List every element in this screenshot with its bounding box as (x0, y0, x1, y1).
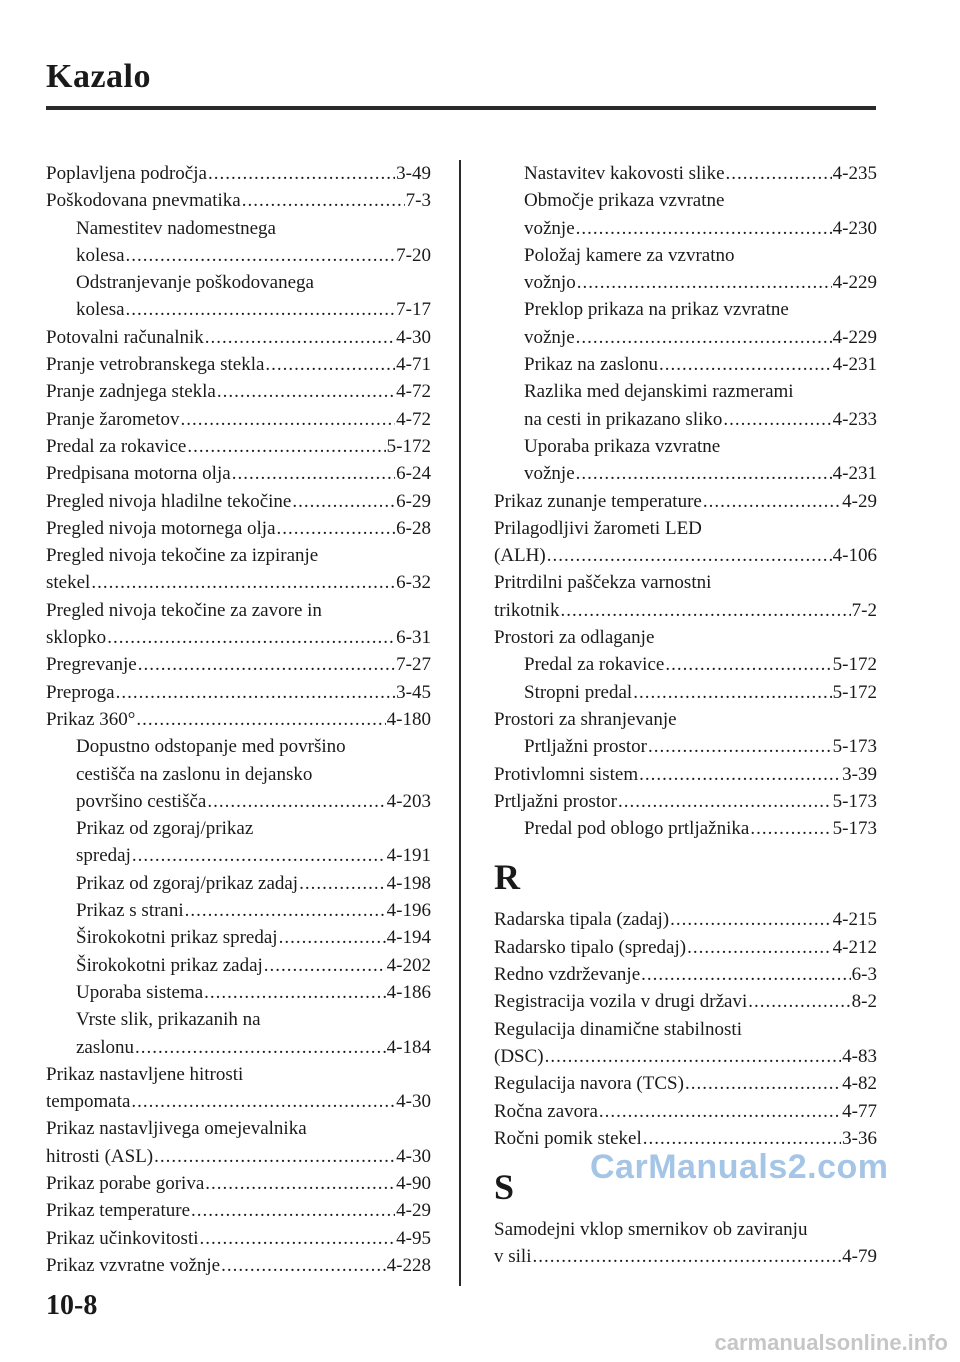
index-entry (494, 906, 877, 933)
index-subentry (46, 870, 431, 897)
entry-text: Pregled nivoja tekočine za izpiranje (46, 545, 319, 567)
entry-text: Nastavitev kakovosti slike (524, 163, 725, 184)
dot-leader (205, 324, 395, 351)
index-subentry (494, 351, 877, 378)
entry-text: Prikaz nastavljivega omejevalnika (46, 1118, 307, 1140)
entry-page-ref[interactable]: 4-106 (832, 545, 877, 567)
dot-leader (560, 597, 850, 624)
entry-text: Predal za rokavice (46, 435, 187, 457)
dot-leader (670, 906, 832, 933)
index-subentry (494, 651, 877, 678)
dot-leader (750, 815, 831, 842)
page-number: 10-8 (46, 1290, 98, 1321)
entry-text: Poškodovana pnevmatika (46, 190, 241, 212)
entry-text: cestišča na zaslonu in dejansko (76, 763, 313, 785)
entry-page-ref[interactable]: 4-198 (386, 872, 431, 894)
index-subentry (46, 296, 431, 323)
entry-page-ref[interactable]: 3-36 (842, 1127, 877, 1149)
dot-leader (132, 842, 386, 869)
dot-leader (135, 1034, 386, 1061)
dot-leader (665, 651, 831, 678)
entry-text: Prikaz vzvratne vožnje (46, 1254, 221, 1276)
index-subentry (494, 242, 877, 269)
index-subentry (494, 296, 877, 323)
entry-text: Predal za rokavice (524, 654, 665, 676)
entry-text: Preproga (46, 681, 115, 703)
index-entry (494, 542, 877, 569)
entry-text: Pranje vetrobranskega stekla (46, 354, 265, 376)
dot-leader (180, 406, 395, 433)
entry-page-ref[interactable]: 3-45 (396, 681, 431, 703)
entry-text: Ročna zavora (494, 1100, 598, 1122)
entry-page-ref[interactable]: 6-3 (851, 964, 877, 986)
entry-page-ref[interactable]: 5-173 (832, 818, 877, 840)
index-entry (46, 1225, 431, 1252)
index-subentry (494, 160, 877, 187)
dot-leader (648, 733, 832, 760)
entry-text: Pranje zadnjega stekla (46, 381, 216, 403)
entry-page-ref[interactable]: 4-79 (842, 1246, 877, 1268)
entry-text: Prikaz 360° (46, 708, 136, 730)
entry-page-ref[interactable]: 4-202 (386, 954, 431, 976)
index-entry (46, 324, 431, 351)
index-letter-heading: S (494, 1167, 515, 1208)
dot-leader (279, 924, 386, 951)
index-entry (46, 160, 431, 187)
index-column-left (46, 160, 431, 1279)
index-column-right (494, 160, 877, 1271)
entry-text: v sili (494, 1246, 532, 1268)
entry-text: Prtljažni prostor (494, 790, 617, 812)
dot-leader (138, 651, 395, 678)
dot-leader (545, 1043, 842, 1070)
index-entry (46, 569, 431, 596)
dot-leader (618, 788, 832, 815)
entry-text: sklopko (46, 627, 107, 649)
index-subentry (46, 1034, 431, 1061)
index-entry (46, 706, 431, 733)
dot-leader (576, 215, 832, 242)
entry-text: Pregled nivoja hladilne tekočine (46, 490, 292, 512)
index-entry (494, 1216, 877, 1243)
index-subentry (46, 815, 431, 842)
entry-page-ref[interactable]: 5-173 (832, 790, 877, 812)
entry-page-ref[interactable]: 4-82 (842, 1073, 877, 1095)
index-subentry (46, 979, 431, 1006)
entry-page-ref[interactable]: 4-95 (396, 1227, 431, 1249)
entry-text: Samodejni vklop smernikov ob zaviranju (494, 1219, 808, 1241)
entry-text: (ALH) (494, 545, 546, 567)
entry-text: Radarsko tipalo (spredaj) (494, 936, 687, 958)
index-subentry (494, 378, 877, 405)
entry-text: Razlika med dejanskimi razmerami (524, 381, 794, 403)
entry-page-ref[interactable]: 4-90 (396, 1172, 431, 1194)
index-entry (494, 515, 877, 542)
index-subentry (46, 952, 431, 979)
entry-text: stekel (46, 572, 91, 594)
dot-leader (221, 1252, 386, 1279)
dot-leader (659, 351, 832, 378)
entry-page-ref[interactable]: 4-186 (386, 981, 431, 1003)
entry-page-ref[interactable]: 4-83 (842, 1045, 877, 1067)
index-entry (46, 1197, 431, 1224)
entry-text: na cesti in prikazano sliko (524, 408, 723, 430)
entry-page-ref[interactable]: 7-20 (396, 244, 431, 266)
index-entry (494, 1098, 877, 1125)
entry-page-ref[interactable]: 4-235 (832, 163, 877, 184)
entry-text: Namestitev nadomestnega (76, 217, 276, 239)
entry-text: trikotnik (494, 599, 560, 621)
dot-leader (187, 433, 385, 460)
entry-text: Pritrdilni paščekza varnostni (494, 572, 712, 594)
entry-text: Prilagodljivi žarometi LED (494, 517, 702, 539)
entry-page-ref[interactable]: 7-3 (405, 190, 431, 212)
entry-text: Dopustno odstopanje med površino (76, 736, 346, 758)
watermark-text: carmanualsonline.info (714, 1330, 948, 1355)
entry-page-ref[interactable]: 4-229 (832, 326, 877, 348)
dot-leader (299, 870, 386, 897)
dot-leader (265, 351, 395, 378)
dot-leader (723, 406, 831, 433)
index-subentry (46, 788, 431, 815)
index-entry (494, 488, 877, 515)
index-entry (494, 1016, 877, 1043)
entry-text: Protivlomni sistem (494, 763, 639, 785)
dot-leader (207, 788, 385, 815)
entry-text: Uporaba sistema (76, 981, 204, 1003)
entry-page-ref[interactable]: 4-29 (396, 1200, 431, 1222)
dot-leader (131, 1088, 395, 1115)
entry-text: Prikaz od zgoraj/prikaz zadaj (76, 872, 299, 894)
dot-leader (91, 569, 395, 596)
entry-text: Prtljažni prostor (524, 736, 647, 758)
entry-page-ref[interactable]: 4-215 (832, 909, 877, 931)
entry-text: Vrste slik, prikazanih na (76, 1009, 261, 1031)
dot-leader (599, 1098, 841, 1125)
entry-page-ref[interactable]: 5-172 (386, 435, 431, 457)
entry-page-ref[interactable]: 7-17 (396, 299, 431, 321)
entry-text: Stropni predal (524, 681, 633, 703)
entry-page-ref[interactable]: 3-39 (842, 763, 877, 785)
index-entry (46, 679, 431, 706)
entry-page-ref[interactable]: 7-2 (851, 599, 877, 621)
entry-text: tempomata (46, 1091, 131, 1113)
entry-page-ref[interactable]: 5-172 (832, 654, 877, 676)
index-subentry (494, 406, 877, 433)
entry-page-ref[interactable]: 4-72 (396, 381, 431, 403)
entry-text: Potovalni računalnik (46, 326, 204, 348)
index-entry (46, 1252, 431, 1279)
dot-leader (292, 488, 395, 515)
index-entry (46, 651, 431, 678)
entry-text: Prikaz od zgoraj/prikaz (76, 818, 254, 840)
dot-leader (208, 160, 395, 187)
dot-leader (116, 679, 396, 706)
index-entry (494, 1070, 877, 1097)
index-subentry (494, 460, 877, 487)
entry-text: vožnje (524, 326, 575, 348)
dot-leader (639, 761, 841, 788)
index-subentry (46, 242, 431, 269)
index-entry (494, 597, 877, 624)
entry-text: Pranje žarometov (46, 408, 180, 430)
dot-leader (277, 515, 396, 542)
entry-text: kolesa (76, 299, 125, 321)
dot-leader (703, 488, 841, 515)
dot-leader (136, 706, 385, 733)
entry-page-ref[interactable]: 6-32 (396, 572, 431, 594)
index-entry (46, 488, 431, 515)
index-letter-heading: R (494, 857, 520, 898)
entry-text: Preklop prikaza na prikaz vzvratne (524, 299, 789, 321)
entry-page-ref[interactable]: 5-172 (832, 681, 877, 703)
entry-text: Prikaz učinkovitosti (46, 1227, 199, 1249)
entry-text: Območje prikaza vzvratne (524, 190, 725, 212)
dot-leader (204, 979, 386, 1006)
entry-text: Uporaba prikaza vzvratne (524, 435, 721, 457)
entry-page-ref[interactable]: 4-29 (842, 490, 877, 512)
entry-page-ref[interactable]: 4-229 (832, 272, 877, 294)
entry-text: Prikaz nastavljene hitrosti (46, 1063, 244, 1085)
entry-text: Položaj kamere za vzvratno (524, 244, 735, 266)
entry-page-ref[interactable]: 4-196 (386, 900, 431, 922)
index-entry (494, 1243, 877, 1270)
entry-text: vožnjo (524, 272, 576, 294)
index-entry (494, 569, 877, 596)
entry-text: vožnje (524, 463, 575, 485)
index-entry (494, 788, 877, 815)
entry-page-ref[interactable]: 4-203 (386, 790, 431, 812)
entry-text: Ročni pomik stekel (494, 1127, 642, 1149)
index-subentry (46, 733, 431, 760)
entry-text: zaslonu (76, 1036, 135, 1058)
index-entry (46, 1170, 431, 1197)
entry-text: Prikaz zunanje temperature (494, 490, 702, 512)
index-entry (46, 542, 431, 569)
column-divider (459, 160, 461, 1286)
index-entry (46, 1115, 431, 1142)
header-rule (46, 106, 876, 110)
page-title: Kazalo (46, 58, 151, 95)
entry-text: Odstranjevanje poškodovanega (76, 272, 314, 294)
entry-page-ref[interactable]: 4-194 (386, 927, 431, 949)
entry-page-ref[interactable]: 4-228 (386, 1254, 431, 1276)
index-entry (46, 597, 431, 624)
dot-leader (633, 679, 831, 706)
watermark-logo: CarManuals2.com (590, 1148, 889, 1186)
entry-text: Predpisana motorna olja (46, 463, 231, 485)
entry-text: Pregrevanje (46, 654, 137, 676)
entry-page-ref[interactable]: 4-180 (386, 708, 431, 730)
dot-leader (232, 460, 395, 487)
index-subentry (46, 924, 431, 951)
entry-text: Registracija vozila v drugi državi (494, 991, 748, 1013)
index-entry (494, 988, 877, 1015)
index-entry (46, 187, 431, 214)
entry-page-ref[interactable]: 4-30 (396, 1091, 431, 1113)
index-subentry (46, 842, 431, 869)
entry-text: Predal pod oblogo prtljažnika (524, 818, 750, 840)
index-entry (46, 1061, 431, 1088)
entry-page-ref[interactable]: 4-231 (832, 463, 877, 485)
index-subentry (46, 761, 431, 788)
index-subentry (494, 324, 877, 351)
entry-text: Poplavljena področja (46, 163, 207, 184)
dot-leader (726, 160, 832, 187)
dot-leader (547, 542, 832, 569)
entry-page-ref[interactable]: 4-191 (386, 845, 431, 867)
entry-page-ref[interactable]: 4-30 (396, 326, 431, 348)
index-subentry (494, 733, 877, 760)
index-subentry (494, 679, 877, 706)
dot-leader (126, 242, 396, 269)
index-subentry (494, 187, 877, 214)
dot-leader (107, 624, 395, 651)
entry-text: Regulacija dinamične stabilnosti (494, 1018, 742, 1040)
entry-text: Radarska tipala (zadaj) (494, 909, 670, 931)
entry-page-ref[interactable]: 7-27 (396, 654, 431, 676)
entry-page-ref[interactable]: 4-230 (832, 217, 877, 239)
dot-leader (242, 187, 405, 214)
index-entry (494, 761, 877, 788)
index-entry (494, 961, 877, 988)
entry-text: vožnje (524, 217, 575, 239)
index-entry (46, 378, 431, 405)
entry-text: Prostori za shranjevanje (494, 708, 677, 730)
dot-leader (191, 1197, 395, 1224)
entry-text: kolesa (76, 244, 125, 266)
index-subentry (494, 215, 877, 242)
entry-page-ref[interactable]: 4-71 (396, 354, 431, 376)
index-entry (46, 515, 431, 542)
dot-leader (687, 934, 832, 961)
entry-page-ref[interactable]: 4-233 (832, 408, 877, 430)
entry-text: spredaj (76, 845, 131, 867)
entry-text: Prikaz na zaslonu (524, 354, 659, 376)
index-subentry (46, 897, 431, 924)
index-entry (46, 460, 431, 487)
entry-text: (DSC) (494, 1045, 544, 1067)
entry-text: Pregled nivoja motornega olja (46, 517, 276, 539)
entry-text: Prikaz s strani (76, 900, 184, 922)
index-entry (494, 934, 877, 961)
index-subentry (46, 1006, 431, 1033)
entry-text: Širokokotni prikaz spredaj (76, 927, 278, 949)
dot-leader (154, 1143, 395, 1170)
dot-leader (748, 988, 850, 1015)
entry-page-ref[interactable]: 6-29 (396, 490, 431, 512)
entry-text: Prikaz temperature (46, 1200, 191, 1222)
dot-leader (217, 378, 395, 405)
entry-text: Redno vzdrževanje (494, 964, 641, 986)
entry-page-ref[interactable]: 4-212 (832, 936, 877, 958)
entry-page-ref[interactable]: 6-31 (396, 627, 431, 649)
index-entry (494, 706, 877, 733)
index-subentry (494, 433, 877, 460)
dot-leader (641, 961, 851, 988)
entry-text: površino cestišča (76, 790, 207, 812)
index-subentry (494, 269, 877, 296)
entry-page-ref[interactable]: 4-184 (386, 1036, 431, 1058)
index-entry (46, 351, 431, 378)
entry-text: hitrosti (ASL) (46, 1145, 154, 1167)
entry-page-ref[interactable]: 5-173 (832, 736, 877, 758)
index-entry (46, 1143, 431, 1170)
index-subentry (46, 215, 431, 242)
index-subentry (494, 815, 877, 842)
dot-leader (264, 952, 386, 979)
index-entry (494, 624, 877, 651)
entry-text: Pregled nivoja tekočine za zavore in (46, 599, 322, 621)
dot-leader (185, 897, 386, 924)
entry-page-ref[interactable]: 4-77 (842, 1100, 877, 1122)
entry-text: Prostori za odlaganje (494, 627, 655, 649)
dot-leader (126, 296, 396, 323)
entry-page-ref[interactable]: 4-30 (396, 1145, 431, 1167)
dot-leader (577, 269, 832, 296)
dot-leader (685, 1070, 841, 1097)
entry-page-ref[interactable]: 6-24 (396, 463, 431, 485)
entry-page-ref[interactable]: 8-2 (851, 991, 877, 1013)
entry-page-ref[interactable]: 4-72 (396, 408, 431, 430)
dot-leader (576, 460, 832, 487)
index-entry (46, 624, 431, 651)
index-subentry (46, 269, 431, 296)
dot-leader (576, 324, 832, 351)
entry-text: Prikaz porabe goriva (46, 1172, 205, 1194)
index-entry (494, 1043, 877, 1070)
entry-page-ref[interactable]: 4-231 (832, 354, 877, 376)
index-entry (46, 433, 431, 460)
entry-page-ref[interactable]: 3-49 (396, 163, 431, 184)
dot-leader (205, 1170, 395, 1197)
index-entry (46, 406, 431, 433)
entry-page-ref[interactable]: 6-28 (396, 517, 431, 539)
entry-text: Širokokotni prikaz zadaj (76, 954, 263, 976)
dot-leader (200, 1225, 396, 1252)
entry-text: Regulacija navora (TCS) (494, 1073, 684, 1095)
dot-leader (532, 1243, 841, 1270)
index-entry (46, 1088, 431, 1115)
